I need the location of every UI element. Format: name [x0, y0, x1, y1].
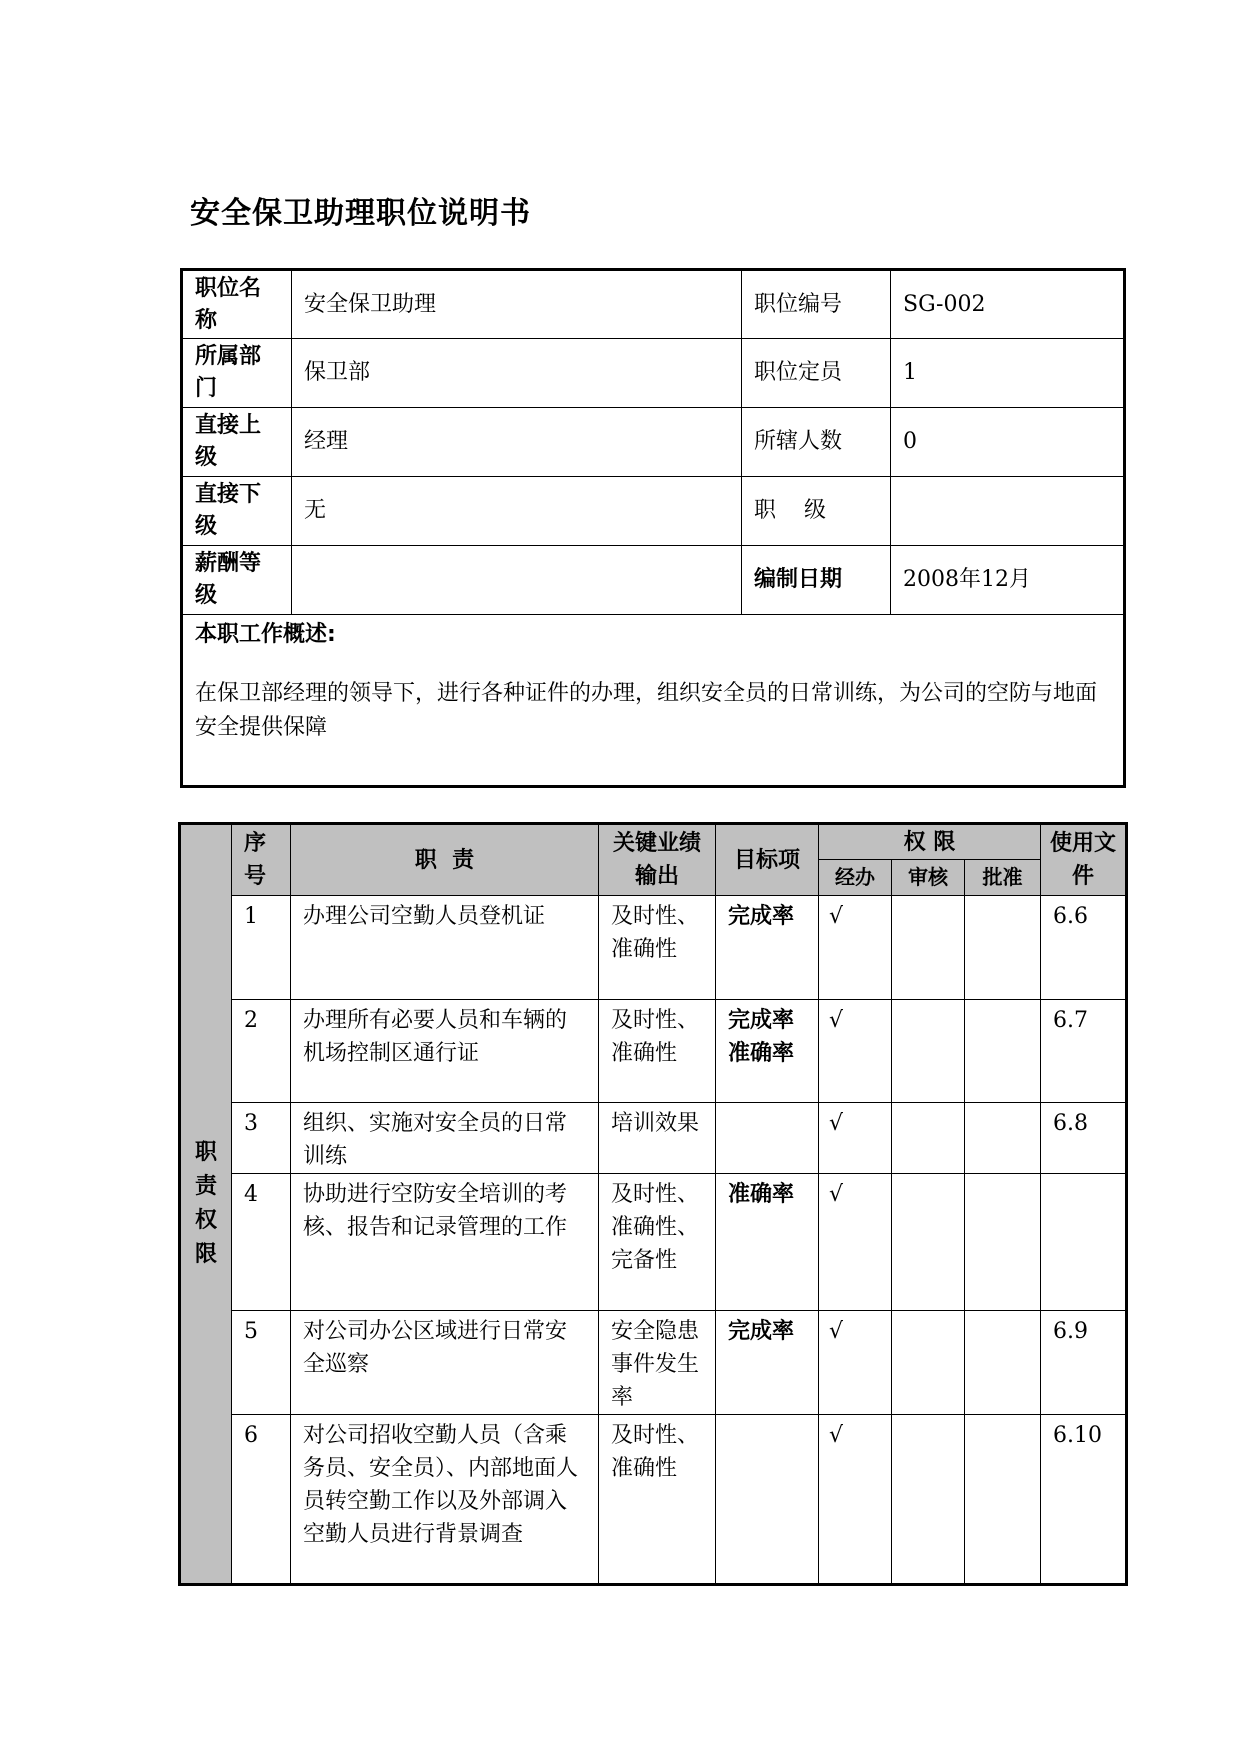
side-label: 职责权限 — [194, 1140, 217, 1267]
table-row — [180, 1000, 1127, 1103]
row-seq: 5 — [232, 1311, 291, 1415]
row-target: 完成率 准确率 — [716, 1000, 819, 1103]
row-handle-check: √ — [819, 1174, 892, 1311]
page-title: 安全保卫助理职位说明书 — [190, 196, 531, 231]
info-value-position-name: 安全保卫助理 — [292, 270, 742, 339]
row-doc: 6.6 — [1041, 896, 1127, 1000]
row-doc: 6.8 — [1041, 1103, 1127, 1174]
duties-table — [178, 822, 1128, 1586]
info-label-subordinate: 直接下级 — [182, 477, 292, 546]
info-row — [182, 339, 1125, 408]
row-seq: 1 — [232, 896, 291, 1000]
header-duty: 职 责 — [291, 824, 599, 896]
row-approve — [965, 1311, 1041, 1415]
info-label-department: 所属部门 — [182, 339, 292, 408]
row-handle-check: √ — [819, 1000, 892, 1103]
header-review: 审核 — [892, 860, 965, 896]
row-approve — [965, 1415, 1041, 1585]
row-review — [892, 1311, 965, 1415]
row-seq: 6 — [232, 1415, 291, 1585]
row-kpi: 培训效果 — [599, 1103, 716, 1174]
info-row — [182, 408, 1125, 477]
row-duty: 组织、实施对安全员的日常训练 — [291, 1103, 599, 1174]
row-handle-check: √ — [819, 1311, 892, 1415]
info-label-subordinate-count: 所辖人数 — [742, 408, 891, 477]
row-kpi: 及时性、准确性 — [599, 1000, 716, 1103]
row-kpi: 及时性、准确性 — [599, 896, 716, 1000]
job-info-table — [180, 268, 1126, 788]
row-review — [892, 1415, 965, 1585]
row-duty: 办理所有必要人员和车辆的机场控制区通行证 — [291, 1000, 599, 1103]
info-label-salary-level: 薪酬等级 — [182, 546, 292, 615]
info-row — [182, 477, 1125, 546]
row-target — [716, 1415, 819, 1585]
info-value-compile-date: 2008年12月 — [891, 546, 1125, 615]
row-approve — [965, 1174, 1041, 1311]
table-row — [180, 896, 1127, 1000]
row-duty: 对公司办公区域进行日常安全巡察 — [291, 1311, 599, 1415]
info-value-salary-level — [292, 546, 742, 615]
row-handle-check: √ — [819, 1415, 892, 1585]
header-seq: 序号 — [232, 824, 291, 896]
header-handle: 经办 — [819, 860, 892, 896]
header-docs: 使用文件 — [1041, 824, 1127, 896]
row-review — [892, 1000, 965, 1103]
info-label-headcount: 职位定员 — [742, 339, 891, 408]
row-handle-check: √ — [819, 896, 892, 1000]
row-target: 完成率 — [716, 896, 819, 1000]
row-duty: 对公司招收空勤人员（含乘务员、安全员）、内部地面人员转空勤工作以及外部调入空勤人员进行背景调查 — [291, 1415, 599, 1585]
row-doc: 6.7 — [1041, 1000, 1127, 1103]
table-row — [180, 1103, 1127, 1174]
header-approve: 批准 — [965, 860, 1041, 896]
side-label-cell — [180, 824, 232, 1585]
row-review — [892, 1103, 965, 1174]
row-approve — [965, 896, 1041, 1000]
row-approve — [965, 1000, 1041, 1103]
table-row — [180, 1174, 1127, 1311]
row-seq: 2 — [232, 1000, 291, 1103]
info-value-headcount: 1 — [891, 339, 1125, 408]
row-seq: 3 — [232, 1103, 291, 1174]
header-row — [180, 824, 1127, 860]
info-row — [182, 270, 1125, 339]
info-label-compile-date: 编制日期 — [742, 546, 891, 615]
info-value-grade — [891, 477, 1125, 546]
row-seq: 4 — [232, 1174, 291, 1311]
row-target: 完成率 — [716, 1311, 819, 1415]
row-doc: 6.9 — [1041, 1311, 1127, 1415]
table-row — [180, 1311, 1127, 1415]
info-label-superior: 直接上级 — [182, 408, 292, 477]
info-row — [182, 546, 1125, 615]
info-value-superior: 经理 — [292, 408, 742, 477]
info-label-position-code: 职位编号 — [742, 270, 891, 339]
row-kpi: 安全隐患事件发生率 — [599, 1311, 716, 1415]
info-value-subordinate: 无 — [292, 477, 742, 546]
header-target: 目标项 — [716, 824, 819, 896]
info-value-position-code: SG-002 — [891, 270, 1125, 339]
header-kpi: 关键业绩输出 — [599, 824, 716, 896]
table-row — [180, 1415, 1127, 1585]
header-authority: 权 限 — [819, 824, 1041, 860]
row-kpi: 及时性、准确性 — [599, 1415, 716, 1585]
job-summary-text: 在保卫部经理的领导下，进行各种证件的办理，组织安全员的日常训练，为公司的空防与地面安全提供保障 — [195, 681, 1098, 740]
row-duty: 协助进行空防安全培训的考核、报告和记录管理的工作 — [291, 1174, 599, 1311]
row-doc: 6.10 — [1041, 1415, 1127, 1585]
row-handle-check: √ — [819, 1103, 892, 1174]
job-summary-label: 本职工作概述: — [195, 622, 336, 647]
row-target — [716, 1103, 819, 1174]
info-label-grade: 职级 — [742, 477, 891, 546]
summary-row — [182, 615, 1125, 787]
row-approve — [965, 1103, 1041, 1174]
job-summary-cell — [182, 615, 1125, 787]
row-review — [892, 896, 965, 1000]
row-duty: 办理公司空勤人员登机证 — [291, 896, 599, 1000]
row-review — [892, 1174, 965, 1311]
info-value-subordinate-count: 0 — [891, 408, 1125, 477]
row-kpi: 及时性、准确性、完备性 — [599, 1174, 716, 1311]
info-label-position-name: 职位名称 — [182, 270, 292, 339]
row-target: 准确率 — [716, 1174, 819, 1311]
row-doc — [1041, 1174, 1127, 1311]
info-value-department: 保卫部 — [292, 339, 742, 408]
